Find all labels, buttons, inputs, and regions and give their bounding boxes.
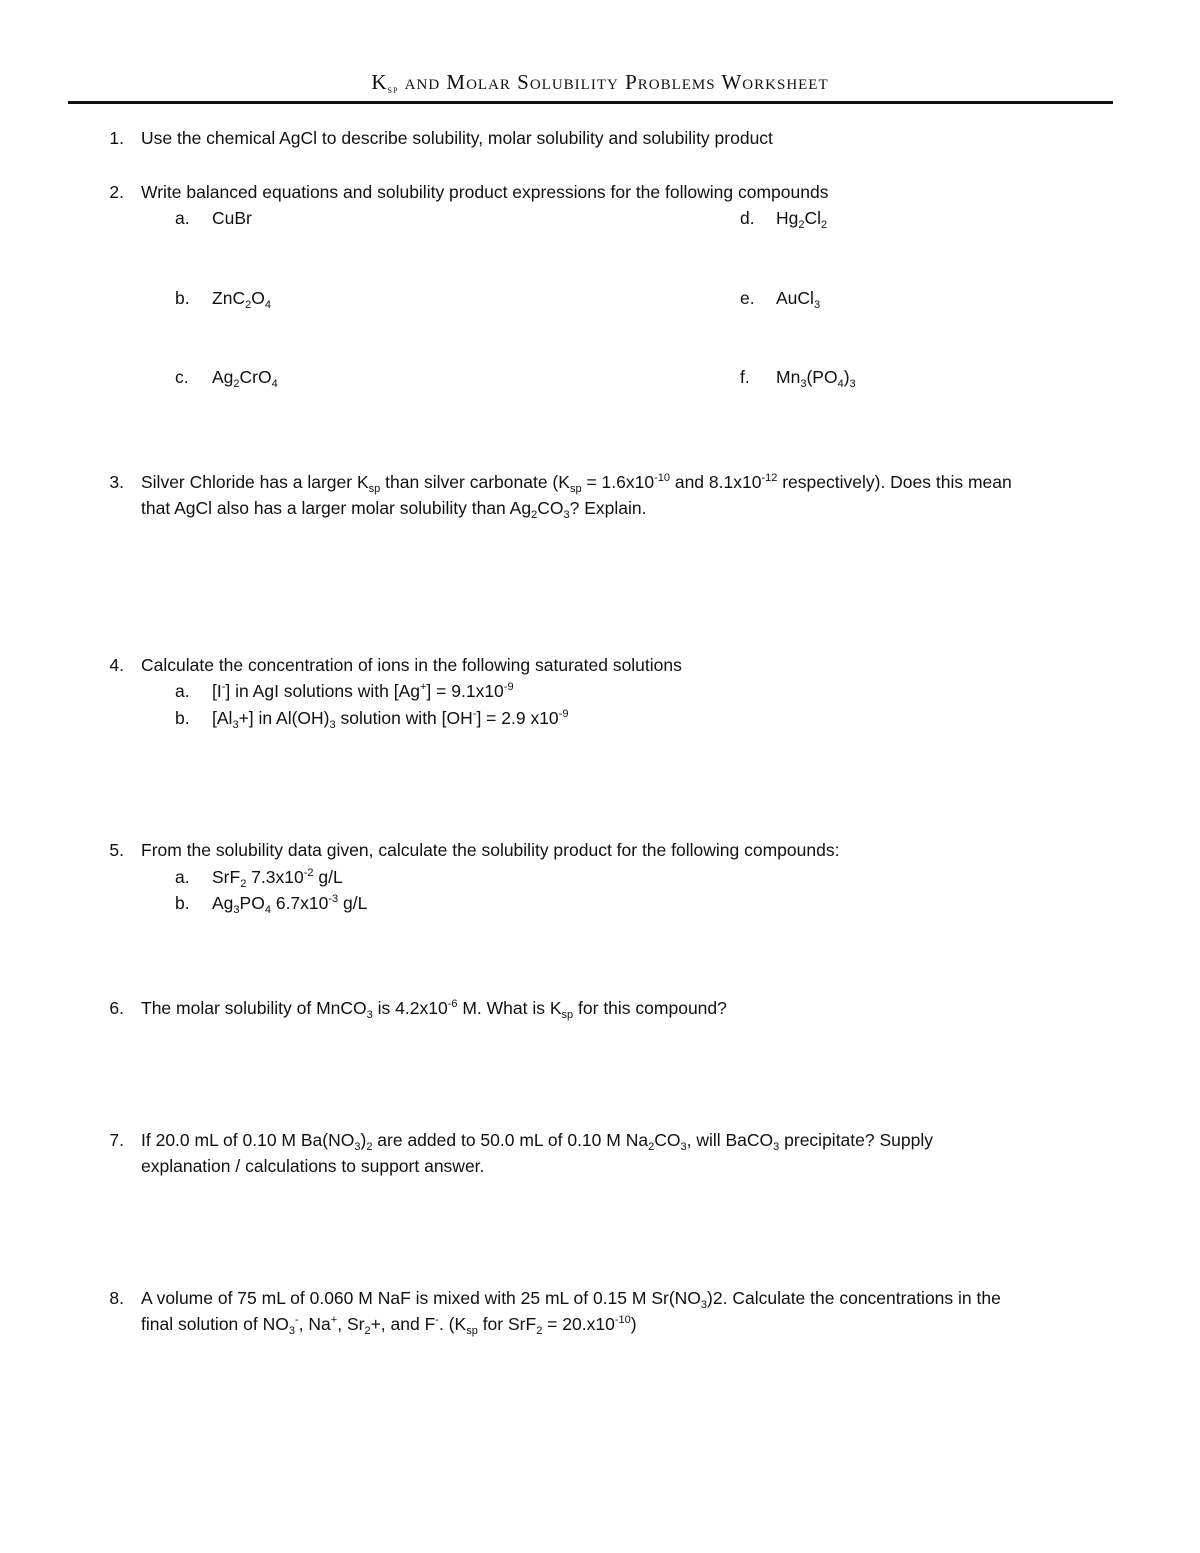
q2-item-a: CuBr (212, 208, 252, 228)
question-7-number: 7. (109, 1130, 124, 1150)
q5-item-b: $Ag_3PO_4$ $6.7x10^{-3}$ g/L (212, 893, 368, 916)
question-6-text: The molar solubility of MnCO$_3$ is $4.2x10^{-6}$ M. What is $K_{sp}$ for this compound? (141, 998, 727, 1021)
q2-item-b: $ZnC_2O_4$ (212, 288, 271, 311)
q2-item-c: $Ag_2CrO_4$ (212, 367, 278, 390)
question-8-text-line-1: A volume of 75 mL of 0.060 M NaF is mixed with 25 mL of 0.15 M $Sr(NO_3)2$. Calculate the concentrations in the (141, 1288, 1001, 1311)
q2-item-label-e: e. (740, 288, 755, 308)
question-4-number: 4. (109, 655, 124, 675)
q4-item-label-b: b. (175, 708, 190, 728)
question-4-text: Calculate the concentration of ions in the following saturated solutions (141, 655, 682, 675)
question-1-text: Use the chemical AgCl to describe solubility, molar solubility and solubility product (141, 128, 773, 148)
question-2-number: 2. (109, 182, 124, 202)
q5-item-a: SrF$_2$ $7.3x10^{-2}$ g/L (212, 867, 343, 890)
q4-item-a: [I-] in AgI solutions with $[Ag^+] = 9.1x10^{-9}$ (212, 681, 514, 701)
question-3-text-line-1: Silver Chloride has a larger $K_{sp}$ than silver carbonate ($K_{sp} = 1.6x10^{-10}$ and $8.1x10^{-12}$ respectively). Does this mean (141, 472, 1012, 495)
q2-item-label-c: c. (175, 367, 189, 387)
question-8-text-line-2: final solution of $NO_3^-$, Na+, $Sr_2+$, and F-. ($K_{sp}$ for $SrF_2 = 20.x10^{-10}$) (141, 1314, 637, 1337)
question-3-text-line-2: that AgCl also has a larger molar solubility than $Ag_2CO_3$? Explain. (141, 498, 647, 521)
q5-item-label-a: a. (175, 867, 190, 887)
question-6-number: 6. (109, 998, 124, 1018)
q2-item-f: $Mn_3(PO_4)_3$ (776, 367, 856, 390)
question-8-number: 8. (109, 1288, 124, 1308)
q2-item-d: $Hg_2Cl_2$ (776, 208, 828, 231)
q4-item-b: $[Al_3+]$ in $Al(OH)_3$ solution with [OH-] = 2.9 $x10^{-9}$ (212, 708, 569, 731)
page-title: $K_{sp}$ and Molar Solubility Problems Worksheet (371, 70, 829, 96)
question-5-number: 5. (109, 840, 124, 860)
question-7-text-line-2: explanation / calculations to support answer. (141, 1156, 485, 1176)
q4-item-label-a: a. (175, 681, 190, 701)
q2-item-label-d: d. (740, 208, 755, 228)
question-7-text-line-1: If 20.0 mL of 0.10 M $Ba(NO_3)_2$ are added to 50.0 mL of 0.10 M $Na_2CO_3$, will BaCO$_3$ precipitate? Supply (141, 1130, 933, 1153)
q2-item-e: AuCl$_3$ (776, 288, 821, 311)
question-1-number: 1. (109, 128, 124, 148)
q2-item-label-f: f. (740, 367, 750, 387)
question-2-text: Write balanced equations and solubility product expressions for the following compounds (141, 182, 829, 202)
question-5-text: From the solubility data given, calculate the solubility product for the following compounds: (141, 840, 840, 860)
q5-item-label-b: b. (175, 893, 190, 913)
title-rule (68, 101, 1113, 104)
question-3-number: 3. (109, 472, 124, 492)
q2-item-label-b: b. (175, 288, 190, 308)
q2-item-label-a: a. (175, 208, 190, 228)
